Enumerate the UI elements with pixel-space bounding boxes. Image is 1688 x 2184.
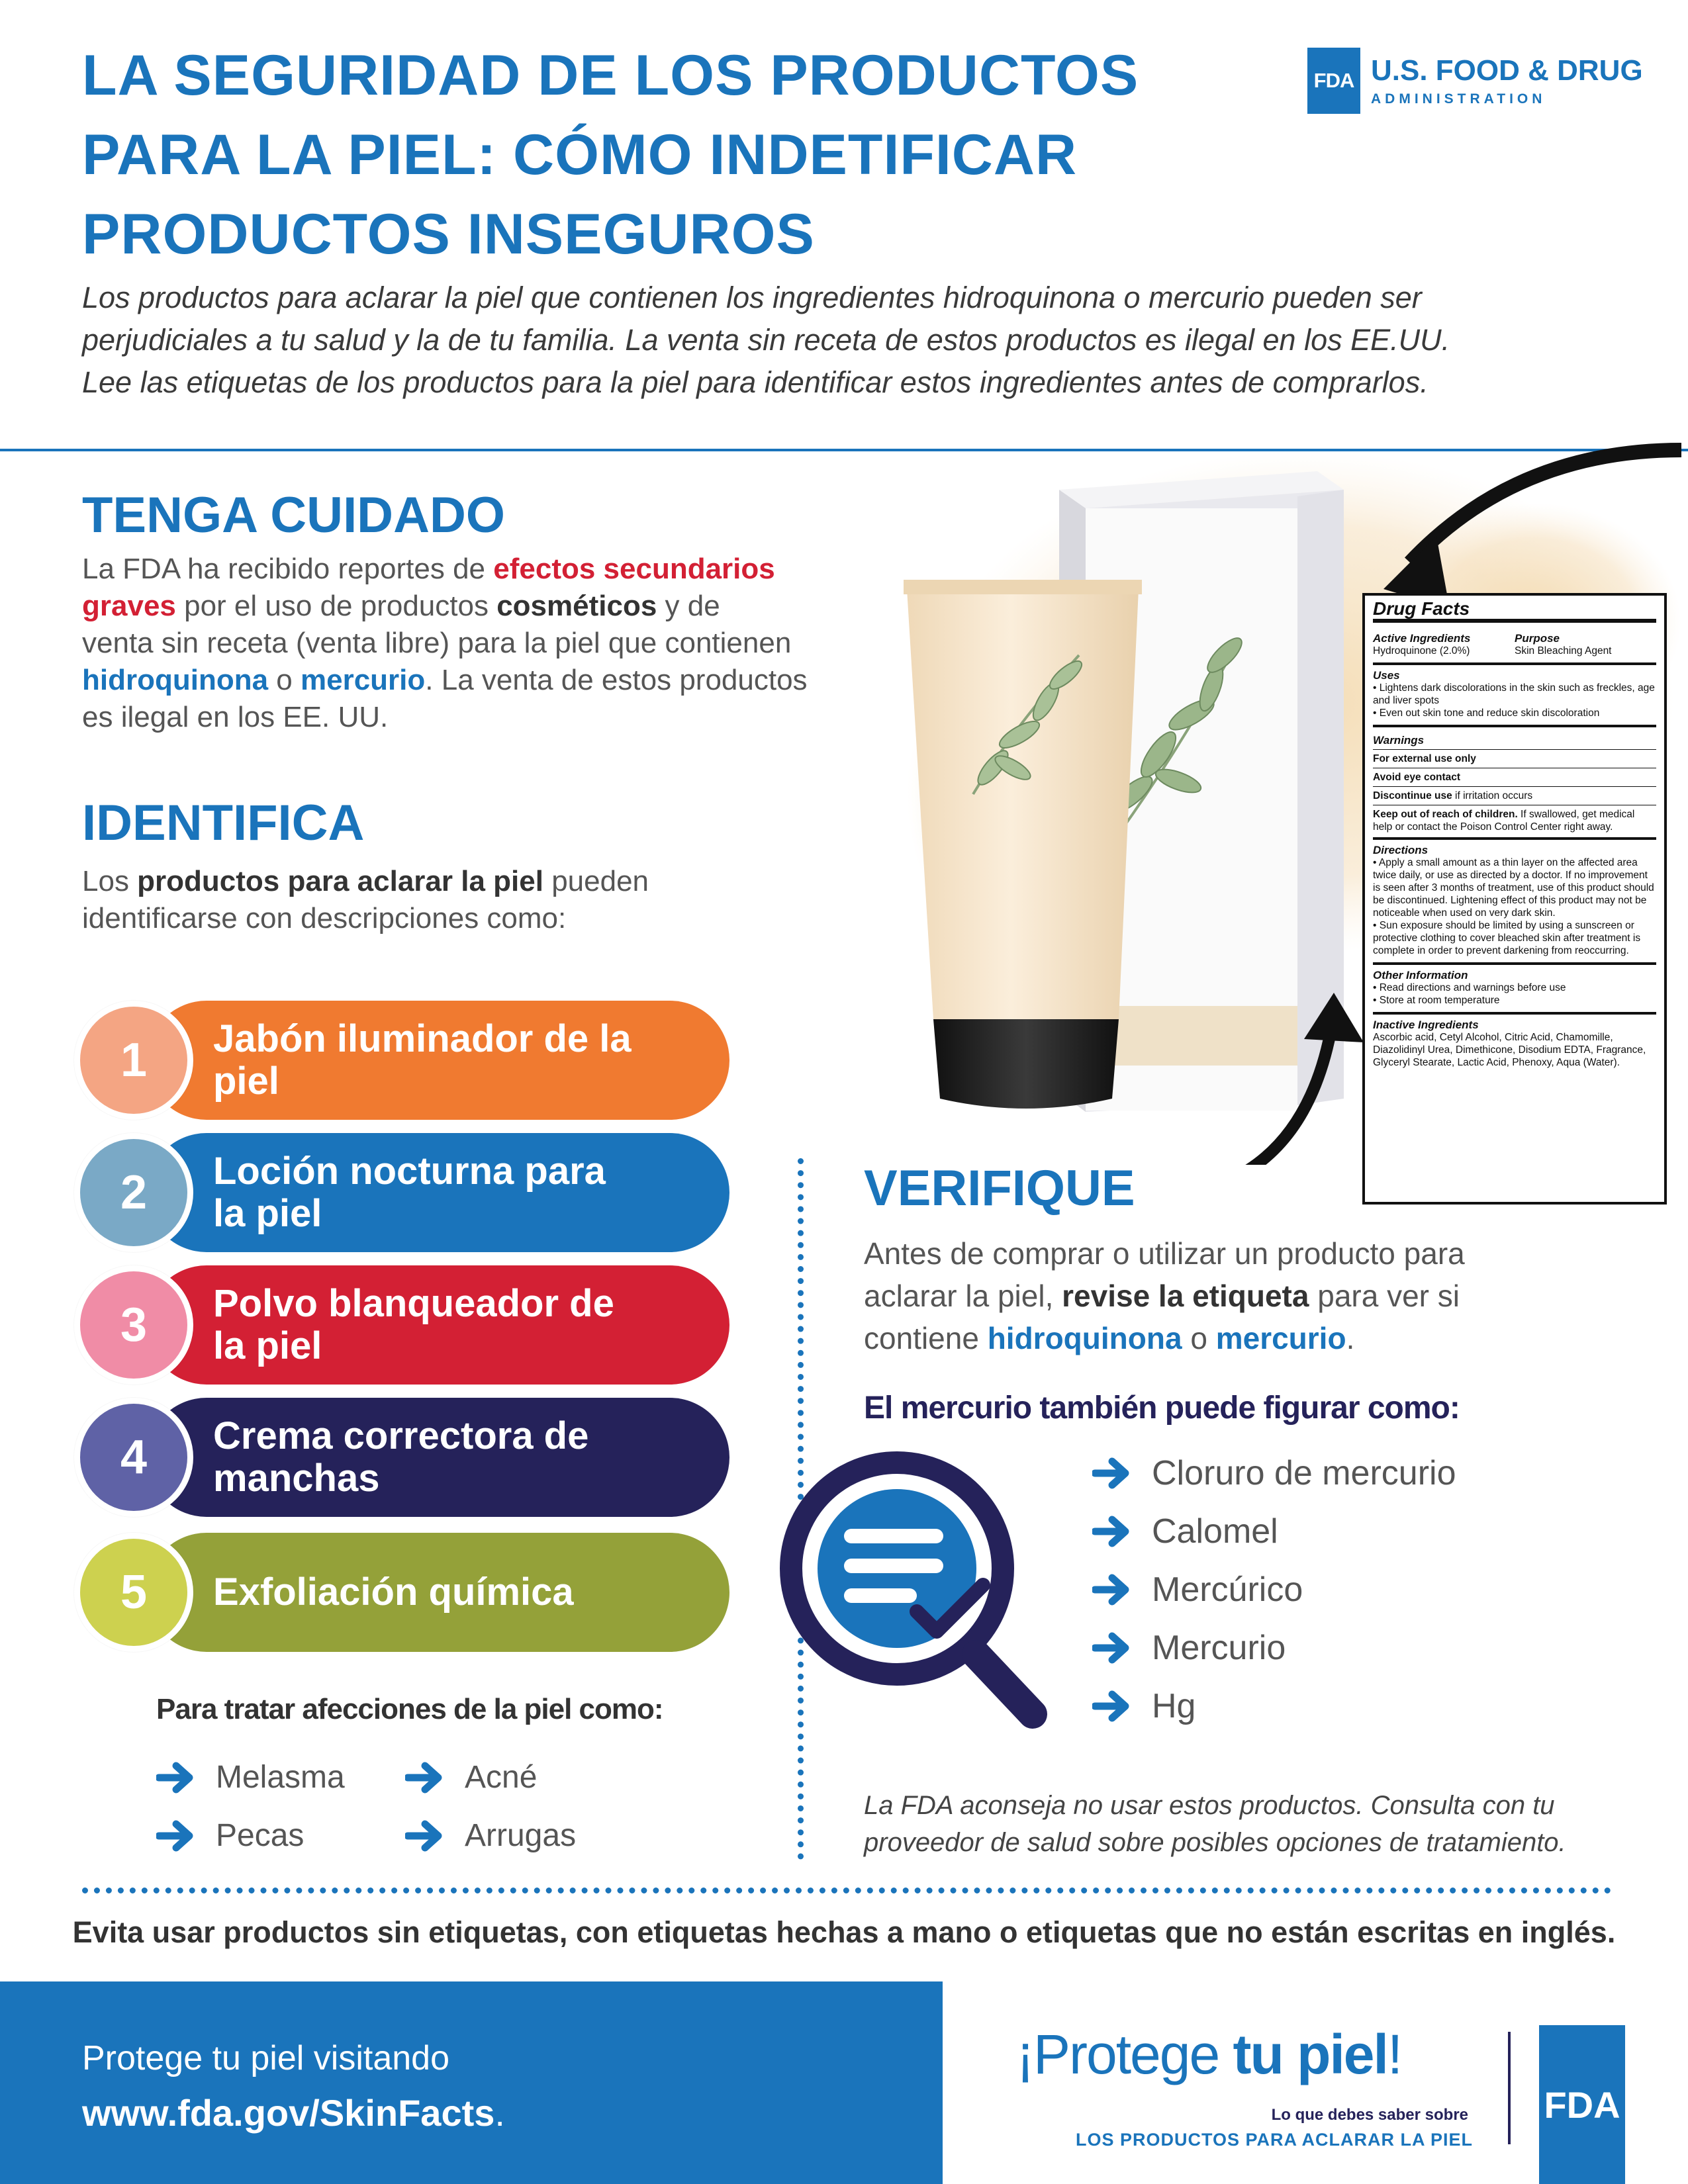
df-directions-heading: Directions: [1373, 844, 1429, 856]
page-title: [82, 36, 1274, 274]
df-uses-heading: Uses: [1373, 669, 1400, 682]
pill-label: [213, 1398, 716, 1517]
text-run-highlight: hidroquinona: [82, 664, 269, 696]
advice-line: La FDA aconseja no usar estos productos. Consulta con tu: [864, 1791, 1555, 1820]
mercurio-item-label: Hg: [1152, 1687, 1196, 1725]
pill-number: 5: [74, 1533, 193, 1652]
condition-item: [405, 1759, 537, 1796]
footer-url-link[interactable]: www.fda.gov/SkinFacts: [82, 2092, 495, 2134]
advice-text: [864, 1787, 1618, 1861]
fda-logo-box: FDA: [1307, 48, 1360, 114]
text-line: es ilegal en los EE. UU.: [82, 701, 389, 733]
text-run-highlight: graves: [82, 590, 176, 622]
df-inactive-heading: Inactive Ingredients: [1373, 1019, 1479, 1031]
tenga-cuidado-text: [82, 551, 863, 736]
text-run: o: [1182, 1321, 1216, 1355]
df-direction: • Apply a small amount as a thin layer on the affected area twice daily, or use as directed by a doctor. If no improvement is seen after 3 months of treatment, use of this product should be discontinued. Lightening effect of this product may not be noticeable when used on very dark skin.: [1373, 857, 1654, 919]
logo-subtitle-caps: LOS PRODUCTOS PARA ACLARAR LA PIEL: [1076, 2130, 1474, 2150]
pill-label-line: la piel: [213, 1324, 322, 1367]
protege-tu-piel-logo: [1016, 2023, 1401, 2087]
drug-facts-label: [1362, 593, 1667, 1205]
pill-label-line: Loción nocturna para: [213, 1150, 606, 1193]
pill-label: [213, 1533, 716, 1652]
df-uses-item: • Even out skin tone and reduce skin discoloration: [1373, 707, 1600, 719]
identifica-heading: IDENTIFICA: [82, 795, 365, 851]
text-run: o: [268, 664, 301, 696]
title-line: PRODUCTOS INSEGUROS: [82, 203, 815, 266]
intro-text: [82, 277, 1624, 404]
text-run: por el uso de productos: [175, 590, 497, 622]
tratar-heading: Para tratar afecciones de la piel como:: [156, 1693, 663, 1725]
fda-logo: [1307, 48, 1643, 114]
df-warnings-heading: Warnings: [1373, 731, 1656, 750]
logo-text: !: [1387, 2023, 1402, 2085]
mercurio-item-label: Calomel: [1152, 1512, 1278, 1551]
df-warning: For external use only: [1373, 750, 1656, 768]
text-run: para ver si: [1309, 1279, 1460, 1313]
df-warning: Discontinue use: [1373, 790, 1452, 801]
df-active-heading: Active Ingredients: [1373, 632, 1471, 645]
arrow-right-icon: [405, 1820, 447, 1852]
footer-panel: [0, 1981, 943, 2184]
text-line: identificarse con descripciones como:: [82, 902, 567, 934]
text-run: . La venta de estos productos: [425, 664, 808, 696]
arrow-right-icon: [156, 1820, 199, 1852]
title-line: LA SEGURIDAD DE LOS PRODUCTOS: [82, 44, 1139, 107]
text-run: y de: [657, 590, 720, 622]
pill-label-line: la piel: [213, 1192, 322, 1235]
pill-number: 1: [74, 1001, 193, 1120]
df-warning: Keep out of reach of children.: [1373, 809, 1518, 820]
logo-line1: U.S. FOOD & DRUG: [1371, 54, 1643, 87]
text-run-highlight: hidroquinona: [987, 1321, 1182, 1355]
pill-label-line: Exfoliación química: [213, 1570, 574, 1614]
warning-statement: Evita usar productos sin etiquetas, con etiquetas hechas a mano o etiquetas que no están escritas en inglés.: [72, 1915, 1616, 1949]
pill-number: 3: [74, 1265, 193, 1385]
df-warning: Avoid eye contact: [1373, 768, 1656, 787]
df-direction: • Sun exposure should be limited by using a sunscreen or protective clothing to cover bleached skin after treatment is complete in order to prevent darkening from reoccurring.: [1373, 920, 1641, 956]
description-pill: [74, 1265, 729, 1385]
df-purpose-value: Skin Bleaching Agent: [1515, 645, 1612, 657]
condition-item: [156, 1817, 304, 1854]
text-run: Los: [82, 865, 138, 897]
arrow-right-icon: [1092, 1457, 1135, 1489]
text-run: aclarar la piel,: [864, 1279, 1062, 1313]
df-other-heading: Other Information: [1373, 969, 1468, 981]
arrow-right-icon: [156, 1762, 199, 1794]
logo-text: ¡Protege: [1016, 2023, 1233, 2085]
arrow-right-icon: [405, 1762, 447, 1794]
condition-item: [405, 1817, 576, 1854]
text-run: contiene: [864, 1321, 988, 1355]
condition-label: Acné: [465, 1760, 538, 1795]
text-run-highlight: mercurio: [1215, 1321, 1346, 1355]
logo-line2: ADMINISTRATION: [1371, 91, 1546, 107]
product-tube-graphic: [904, 580, 1142, 1109]
identifica-text: [82, 863, 744, 937]
footer-url-line: [82, 2091, 505, 2134]
description-pill: [74, 1001, 729, 1120]
arrow-right-icon: [1092, 1632, 1135, 1664]
condition-label: Arrugas: [465, 1818, 577, 1853]
intro-line: perjudiciales a tu salud y la de tu familia. La venta sin receta de estos productos es ilegal en los EE.UU.: [82, 323, 1450, 357]
df-warning-detail: If swallowed, get medical help or contact the Poison Control Center right away.: [1373, 809, 1635, 833]
mercurio-item: [1092, 1512, 1278, 1551]
mercurio-item: [1092, 1453, 1456, 1493]
footer-divider: [1508, 2032, 1511, 2144]
condition-label: Pecas: [216, 1818, 305, 1853]
pill-label: [213, 1001, 716, 1120]
advice-line: proveedor de salud sobre posibles opciones de tratamiento.: [864, 1828, 1566, 1857]
pill-label-line: Jabón iluminador de la: [213, 1017, 632, 1060]
df-other-item: • Store at room temperature: [1373, 995, 1500, 1006]
mercurio-item: [1092, 1628, 1286, 1668]
df-uses-item: • Lightens dark discolorations in the skin such as freckles, age and liver spots: [1373, 682, 1655, 706]
footer-visit-text: Protege tu piel visitando: [82, 2039, 450, 2077]
mercurio-item: [1092, 1570, 1303, 1610]
pill-label-line: piel: [213, 1060, 279, 1103]
pill-label: [213, 1133, 716, 1252]
pill-label-line: Polvo blanqueador de: [213, 1282, 614, 1325]
pill-label-line: Crema correctora de: [213, 1414, 589, 1457]
intro-line: Lee las etiquetas de los productos para la piel para identificar estos ingredientes antes de comprarlos.: [82, 365, 1429, 399]
text-run-bold: revise la etiqueta: [1062, 1279, 1309, 1313]
fda-footer-logo: FDA: [1539, 2025, 1625, 2184]
verifique-text: [864, 1232, 1526, 1359]
pill-number: 4: [74, 1398, 193, 1517]
pill-label: [213, 1265, 716, 1385]
text-run-bold: cosméticos: [496, 590, 657, 622]
mercurio-heading: El mercurio también puede figurar como:: [864, 1390, 1460, 1426]
mercurio-item-label: Mercurio: [1152, 1629, 1286, 1667]
magnifier-checklist-icon: [771, 1443, 1049, 1734]
df-inactive-list: Ascorbic acid, Cetyl Alcohol, Citric Acid, Chamomille, Diazolidinyl Urea, Dimethicone, Disodium EDTA, Fragrance, Glyceryl Stearate, Lactic Acid, Phenoxy, Aqua (Water).: [1373, 1032, 1646, 1068]
arrow-right-icon: [1092, 1690, 1135, 1722]
text-run: La FDA ha recibido reportes de: [82, 553, 494, 585]
drug-facts-title: Drug Facts: [1373, 602, 1656, 623]
df-purpose-heading: Purpose: [1515, 632, 1560, 645]
arrow-right-icon: [1092, 1516, 1135, 1547]
df-warning-detail: if irritation occurs: [1452, 790, 1533, 801]
horizontal-dotted-divider: [82, 1888, 1611, 1893]
description-pill: [74, 1398, 729, 1517]
text-run-bold: productos para aclarar la piel: [137, 865, 543, 897]
mercurio-item: [1092, 1686, 1196, 1726]
condition-item: [156, 1759, 345, 1796]
text-line: venta sin receta (venta libre) para la piel que contienen: [82, 627, 792, 659]
arrow-right-icon: [1092, 1574, 1135, 1606]
description-pill: [74, 1533, 729, 1652]
pill-number: 2: [74, 1133, 193, 1252]
title-line: PARA LA PIEL: CÓMO INDETIFICAR: [82, 123, 1078, 187]
text-run: pueden: [543, 865, 649, 897]
intro-line: Los productos para aclarar la piel que contienen los ingredientes hidroquinona o mercurio pueden ser: [82, 281, 1422, 314]
footer-url-period: .: [494, 2092, 505, 2134]
condition-label: Melasma: [216, 1760, 345, 1795]
df-active-value: Hydroquinone (2.0%): [1373, 645, 1470, 657]
df-other-item: • Read directions and warnings before use: [1373, 982, 1566, 993]
mercurio-item-label: Cloruro de mercurio: [1152, 1454, 1456, 1492]
logo-subtitle: Lo que debes saber sobre: [1271, 2106, 1468, 2124]
text-run: .: [1346, 1321, 1355, 1355]
mercurio-item-label: Mercúrico: [1152, 1570, 1303, 1609]
logo-text-bold: tu piel: [1233, 2023, 1387, 2085]
verifique-heading: VERIFIQUE: [864, 1160, 1135, 1216]
description-pill: [74, 1133, 729, 1252]
text-line: Antes de comprar o utilizar un producto para: [864, 1236, 1465, 1271]
text-run-highlight: efectos secundarios: [493, 553, 775, 585]
pill-label-line: manchas: [213, 1457, 380, 1500]
text-run-highlight: mercurio: [300, 664, 426, 696]
tenga-cuidado-heading: TENGA CUIDADO: [82, 487, 505, 543]
